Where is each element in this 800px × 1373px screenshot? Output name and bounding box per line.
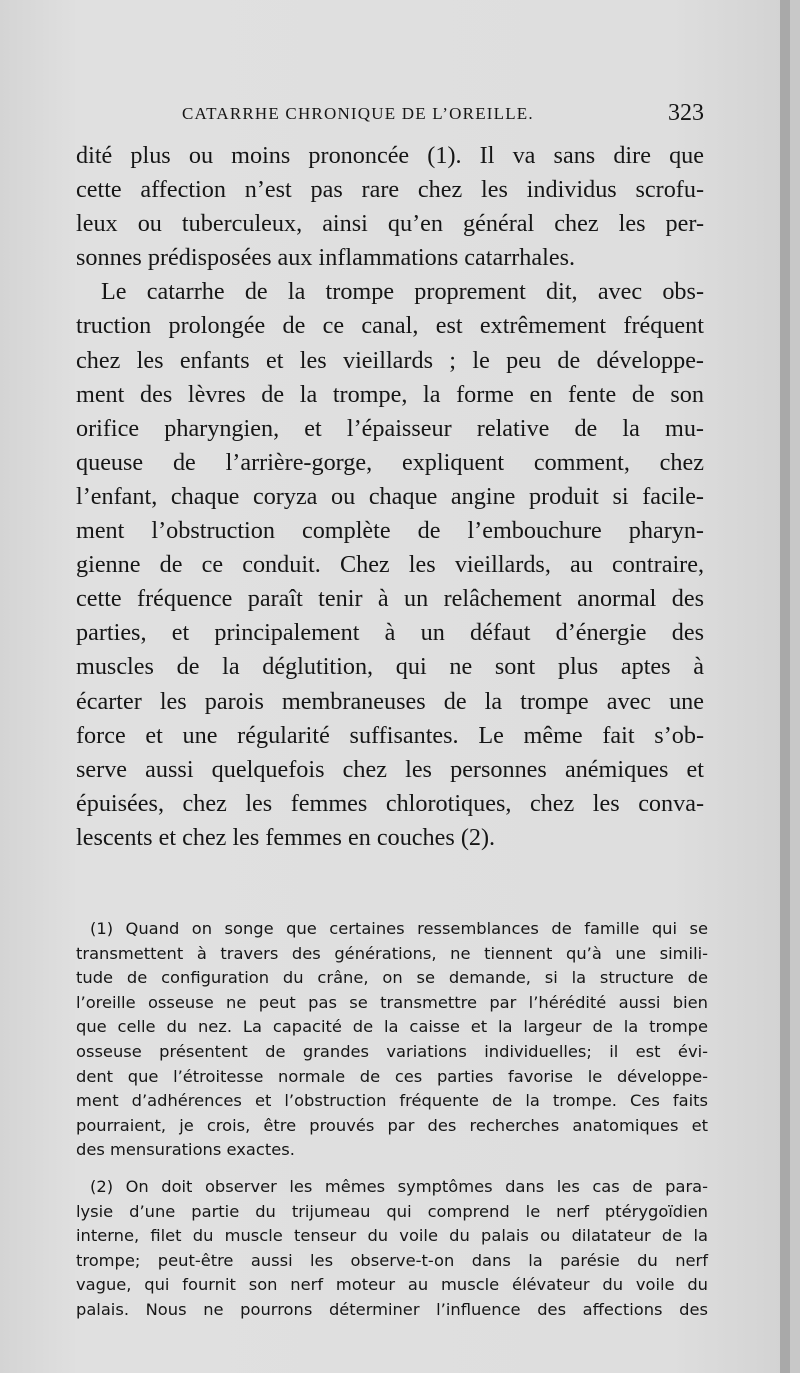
footnote-line: ment d’adhérences et l’obstruction fréquente de la trompe. Ces faits (76, 1091, 708, 1111)
footnote-line: lysie d’une partie du trijumeau qui comprend le nerf ptérygoïdien (76, 1201, 708, 1221)
footnote-line: osseuse présentent de grandes variations individuelles; il est évi- (76, 1041, 708, 1061)
text-line: leux ou tuberculeux, ainsi qu’en général chez les per- (76, 210, 704, 238)
footnote-line: (1) Quand on songe que certaines ressemblances de famille qui se (90, 919, 708, 938)
text-line: l’enfant, chaque coryza ou chaque angine produit si facile- (76, 482, 704, 510)
footnote-line: pourraient, je crois, être prouvés par des recherches anatomiques et (76, 1115, 708, 1135)
text-line: écarter les parois membraneuses de la trompe avec une (76, 687, 704, 715)
running-title: CATARRHE CHRONIQUE DE L’OREILLE. (182, 104, 534, 123)
text-line: truction prolongée de ce canal, est extrêmement fréquent (76, 312, 704, 340)
footnote-line: dent que l’étroitesse normale de ces parties favorise le développe- (76, 1066, 708, 1086)
text-line: orifice pharyngien, et l’épaisseur relative de la mu- (76, 414, 704, 442)
footnote-line: l’oreille osseuse ne peut pas se transmettre par l’hérédité aussi bien (76, 992, 708, 1012)
text-line: lescents et chez les femmes en couches (2). (76, 823, 496, 851)
text-line: Le catarrhe de la trompe proprement dit, avec obs- (101, 278, 704, 306)
text-line: serve aussi quelquefois chez les personnes anémiques et (76, 755, 704, 783)
text-line: chez les enfants et les vieillards ; le peu de développe- (76, 346, 704, 374)
text-line: gienne de ce conduit. Chez les vieillards, au contraire, (76, 551, 704, 579)
text-line: sonnes prédisposées aux inflammations catarrhales. (76, 244, 576, 272)
text-line: ment des lèvres de la trompe, la forme en fente de son (76, 380, 704, 408)
footnote-line: des mensurations exactes. (76, 1140, 295, 1160)
footnotes (76, 917, 708, 1323)
page-header (182, 100, 704, 130)
text-line: cette fréquence paraît tenir à un relâchement anormal des (76, 585, 704, 613)
page-edge-shadow (780, 0, 790, 1373)
footnote-line: palais. Nous ne pourrons déterminer l’influence des affections des (76, 1299, 708, 1319)
text-line: dité plus ou moins prononcée (1). Il va sans dire que (76, 142, 704, 169)
text-line: ment l’obstruction complète de l’embouchure pharyn- (76, 517, 704, 545)
footnote-line: vague, qui fournit son nerf moteur au muscle élévateur du voile du (76, 1275, 708, 1295)
text-line: cette affection n’est pas rare chez les individus scrofu- (76, 176, 704, 204)
text-line: muscles de la déglutition, qui ne sont plus aptes à (76, 653, 704, 681)
footnote-line: trompe; peut-être aussi les observe-t-on dans la parésie du nerf (76, 1250, 708, 1270)
text-line: force et une régularité suffisantes. Le même fait s’ob- (76, 721, 704, 749)
text-line: parties, et principalement à un défaut d’énergie des (76, 619, 704, 647)
text-line: épuisées, chez les femmes chlorotiques, chez les conva- (76, 789, 704, 817)
text-line: queuse de l’arrière-gorge, expliquent comment, chez (76, 448, 704, 476)
footnote-2 (76, 1175, 708, 1323)
footnote-line: tude de configuration du crâne, on se demande, si la structure de (76, 968, 708, 988)
main-text (76, 139, 704, 855)
footnote-line: transmettent à travers des générations, ne tiennent qu’à une simili- (76, 943, 708, 963)
footnote-line: que celle du nez. La capacité de la caisse et la largeur de la trompe (76, 1017, 708, 1037)
footnote-line: (2) On doit observer les mêmes symptômes dans les cas de para- (90, 1176, 708, 1196)
footnote-1 (76, 917, 708, 1163)
page-number: 323 (668, 100, 704, 126)
footnote-line: interne, filet du muscle tenseur du voile du palais ou dilatateur de la (76, 1226, 708, 1246)
